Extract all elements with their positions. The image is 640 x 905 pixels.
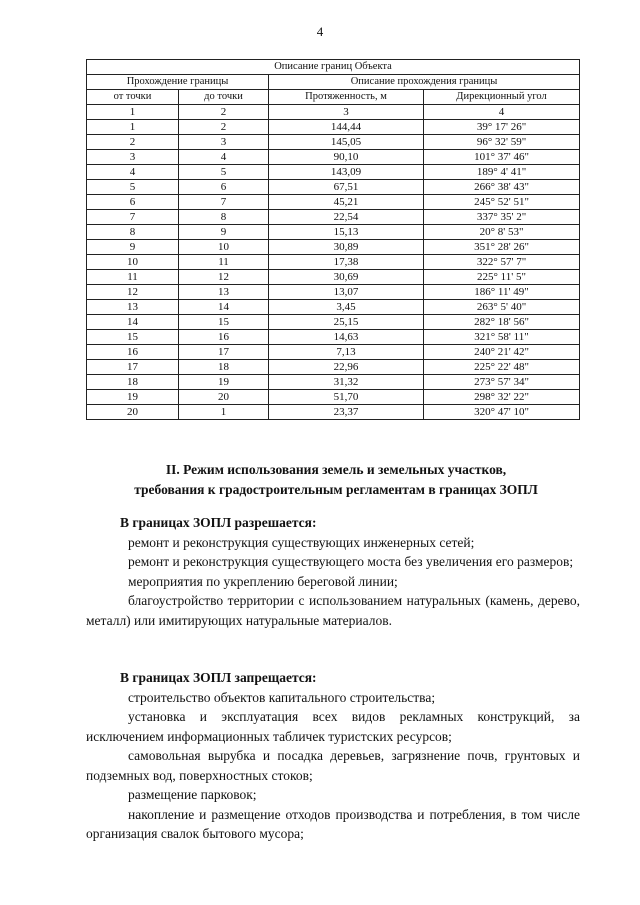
angle-cell: 298° 32' 22" [424,390,580,405]
table-row [87,225,580,240]
table-row [87,405,580,420]
from-point-cell: 8 [87,225,179,240]
from-point-cell: 10 [87,255,179,270]
length-cell: 3,45 [269,300,424,315]
length-cell: 90,10 [269,150,424,165]
table-row [87,165,580,180]
from-point-cell: 9 [87,240,179,255]
table-row [87,330,580,345]
table-row [87,270,580,285]
forbidden-item: размещение парковок; [128,787,257,802]
from-point-cell: 20 [87,405,179,420]
angle-cell: 225° 22' 48" [424,360,580,375]
allowed-item: ремонт и реконструкция существующего моста без увеличения его размеров; [128,554,574,569]
allowed-item: благоустройство территории с использованием натуральных (камень, дерево, металл) или имитирующих натуральные материалов. [86,593,580,628]
from-point-cell: 4 [87,165,179,180]
from-point-cell: 16 [87,345,179,360]
length-cell: 30,69 [269,270,424,285]
table-row [87,360,580,375]
angle-cell: 351° 28' 26" [424,240,580,255]
to-point-cell: 7 [179,195,269,210]
to-point-cell: 3 [179,135,269,150]
table-caption: Описание границ Объекта [87,60,580,75]
to-point-cell: 12 [179,270,269,285]
from-point-cell: 1 [87,120,179,135]
from-point-cell: 17 [87,360,179,375]
angle-cell: 273° 57' 34" [424,375,580,390]
to-point-cell: 9 [179,225,269,240]
from-point-cell: 14 [87,315,179,330]
to-point-cell: 1 [179,405,269,420]
angle-cell: 20° 8' 53" [424,225,580,240]
to-point-cell: 19 [179,375,269,390]
length-cell: 22,54 [269,210,424,225]
length-cell: 25,15 [269,315,424,330]
to-point-cell: 8 [179,210,269,225]
length-cell: 143,09 [269,165,424,180]
from-point-cell: 13 [87,300,179,315]
length-cell: 144,44 [269,120,424,135]
length-cell: 30,89 [269,240,424,255]
column-number: 3 [269,105,424,120]
to-point-cell: 4 [179,150,269,165]
table-row [87,255,580,270]
table-row [87,195,580,210]
to-point-cell: 6 [179,180,269,195]
allowed-heading: В границах ЗОПЛ разрешается: [120,515,317,530]
table-row [87,285,580,300]
length-cell: 145,05 [269,135,424,150]
table-column-number-row [87,105,580,120]
angle-cell: 96° 32' 59" [424,135,580,150]
table-row [87,390,580,405]
table-row [87,240,580,255]
angle-cell: 320° 47' 10" [424,405,580,420]
from-point-cell: 2 [87,135,179,150]
page-number: 4 [316,24,324,39]
table-row [87,345,580,360]
table-caption-row [87,60,580,75]
forbidden-item: строительство объектов капитального строительства; [128,689,436,705]
to-point-cell: 17 [179,345,269,360]
to-point-cell: 20 [179,390,269,405]
column-number: 2 [179,105,269,120]
to-point-cell: 5 [179,165,269,180]
to-point-cell: 13 [179,285,269,300]
column-number: 4 [424,105,580,120]
from-point-cell: 18 [87,375,179,390]
from-point-cell: 11 [87,270,179,285]
angle-cell: 225° 11' 5" [424,270,580,285]
table-column-header-row [87,90,580,105]
forbidden-section [86,668,580,844]
table-row [87,375,580,390]
table-row [87,120,580,135]
to-point-cell: 18 [179,360,269,375]
section-title-line: II. Режим использования земель и земельных участков, [165,462,507,477]
table-row [87,315,580,330]
length-cell: 17,38 [269,255,424,270]
section-title [86,460,586,500]
table-row [87,210,580,225]
length-cell: 15,13 [269,225,424,240]
table-row [87,300,580,315]
angle-cell: 245° 52' 51" [424,195,580,210]
to-point-cell: 2 [179,120,269,135]
from-point-cell: 3 [87,150,179,165]
to-point-cell: 16 [179,330,269,345]
group-header-description: Описание прохождения границы [269,75,580,90]
from-point-cell: 7 [87,210,179,225]
from-point-cell: 5 [87,180,179,195]
angle-cell: 101° 37' 46" [424,150,580,165]
length-cell: 45,21 [269,195,424,210]
group-header-passage: Прохождение границы [87,75,269,90]
length-cell: 7,13 [269,345,424,360]
table-row [87,150,580,165]
table-row [87,135,580,150]
angle-cell: 321° 58' 11" [424,330,580,345]
to-point-cell: 15 [179,315,269,330]
boundary-table [86,59,580,420]
angle-cell: 186° 11' 49" [424,285,580,300]
angle-cell: 266° 38' 43" [424,180,580,195]
allowed-item: мероприятия по укреплению береговой линии; [128,573,398,589]
angle-cell: 189° 4' 41" [424,165,580,180]
length-cell: 31,32 [269,375,424,390]
angle-cell: 240° 21' 42" [424,345,580,360]
forbidden-item: самовольная вырубка и посадка деревьев, загрязнение почв, грунтовых и подземных вод, поверхностных стоков; [86,748,580,783]
angle-cell: 337° 35' 2" [424,210,580,225]
to-point-cell: 10 [179,240,269,255]
length-cell: 23,37 [269,405,424,420]
forbidden-item: установка и эксплуатация всех видов рекламных конструкций, за исключением информационных табличек туристских ресурсов; [86,709,580,744]
column-header-length: Протяженность, м [269,90,424,105]
from-point-cell: 19 [87,390,179,405]
angle-cell: 282° 18' 56" [424,315,580,330]
length-cell: 14,63 [269,330,424,345]
table-group-header-row [87,75,580,90]
column-header-from: от точки [87,90,179,105]
section-title-line: требования к градостроительным регламентам в границах ЗОПЛ [134,482,538,497]
length-cell: 67,51 [269,180,424,195]
column-header-to: до точки [179,90,269,105]
from-point-cell: 12 [87,285,179,300]
from-point-cell: 6 [87,195,179,210]
allowed-section [86,513,580,630]
table-row [87,180,580,195]
column-header-angle: Дирекционный угол [424,90,580,105]
to-point-cell: 14 [179,300,269,315]
length-cell: 51,70 [269,390,424,405]
angle-cell: 39° 17' 26" [424,120,580,135]
angle-cell: 263° 5' 40" [424,300,580,315]
forbidden-heading: В границах ЗОПЛ запрещается: [120,670,317,685]
column-number: 1 [87,105,179,120]
forbidden-item: накопление и размещение отходов производства и потребления, в том числе организация свалок бытового мусора; [86,806,580,841]
to-point-cell: 11 [179,255,269,270]
allowed-item: ремонт и реконструкция существующих инженерных сетей; [128,534,475,550]
length-cell: 13,07 [269,285,424,300]
angle-cell: 322° 57' 7" [424,255,580,270]
from-point-cell: 15 [87,330,179,345]
length-cell: 22,96 [269,360,424,375]
